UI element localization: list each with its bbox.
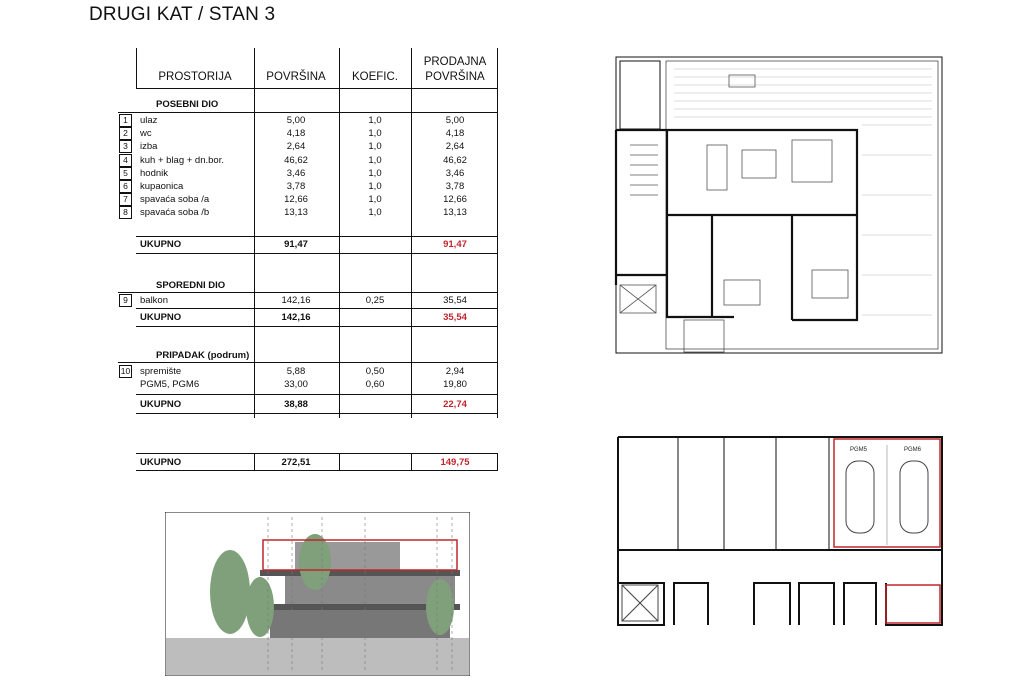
total-row-sporedni [118,311,498,324]
row-coef: 1,0 [368,207,382,219]
total-sale: 22,74 [443,399,467,410]
row-area: 3,46 [286,167,306,179]
ground [166,638,469,675]
divider [136,470,498,471]
parking-label-pgm6: PGM6 [904,447,922,453]
grand-total-row [118,456,498,469]
row-room-name: spavaća soba /a [140,194,210,206]
row-area: 4,18 [286,128,306,140]
header-coef: KOEFIC. [351,70,398,83]
divider [136,413,498,414]
row-sale: 13,13 [443,207,467,219]
row-area: 3,78 [286,181,306,192]
row-area: 5,00 [286,115,306,126]
total-area: 38,88 [284,399,308,410]
row-number: 10 [120,366,131,376]
table-row [118,294,498,307]
row-room-name: hodnik [140,167,168,179]
header-area: POVRŠINA [266,70,326,83]
table-row [118,154,498,167]
grand-total-label: UKUPNO [140,457,182,468]
table-row [118,378,498,391]
total-label: UKUPNO [140,239,182,250]
row-room-name: izba [140,141,158,153]
divider [136,48,137,88]
header-sale-line1: PRODAJNA [423,56,487,69]
table-row [118,167,498,180]
row-number: 6 [119,180,132,193]
floor-plan [612,55,947,355]
table-row [118,365,498,378]
basement-plan [614,435,946,630]
parking-label-pgm5: PGM5 [850,447,868,453]
row-coef: 0,60 [365,379,385,391]
total-area: 91,47 [284,239,308,250]
divider [118,292,498,293]
section-pripadak: PRIPADAK (podrum) [156,350,250,361]
row-coef: 1,0 [368,167,382,179]
total-row-pripadak [118,398,498,411]
total-sale: 35,54 [443,312,467,323]
row-area: 33,00 [284,379,308,391]
row-coef: 1,0 [368,115,382,126]
section-sporedni: SPOREDNI DIO [156,280,226,291]
total-area: 142,16 [281,312,311,323]
furniture [620,75,848,352]
row-sale: 5,00 [445,115,465,126]
row-coef: 0,25 [365,295,385,306]
row-room-name: spavaća soba /b [140,207,210,219]
table-row [118,114,498,127]
table-row [118,140,498,153]
row-coef: 1,0 [368,141,382,153]
row-number: 3 [119,140,132,153]
row-area: 5,88 [286,366,306,377]
total-label: UKUPNO [140,399,182,410]
row-area: 46,62 [284,154,308,166]
page-title: DRUGI KAT / STAN 3 [89,4,276,25]
divider [136,236,498,237]
storage-highlight [886,585,940,623]
table-row [118,206,498,219]
row-sale: 19,80 [443,379,467,391]
elevation-drawing [165,512,470,676]
row-number: 7 [119,193,132,206]
table-header [118,48,498,88]
divider [136,326,498,327]
row-number: 9 [119,294,132,307]
row-coef: 1,0 [368,154,382,166]
row-area: 142,16 [281,295,311,306]
row-room-name: wc [140,128,152,140]
row-sale: 2,64 [445,141,465,153]
row-area: 2,64 [286,141,306,153]
row-sale: 3,78 [445,181,465,192]
bays [678,437,829,550]
row-area: 12,66 [284,194,308,206]
row-room-name: kupaonica [140,181,184,192]
divider [136,394,498,395]
header-sale [412,55,498,84]
row-sale: 4,18 [445,128,465,140]
row-coef: 1,0 [368,194,382,206]
table-row [118,127,498,140]
table-row [118,180,498,193]
total-row-posebni [118,238,498,251]
row-room-name: kuh + blag + dn.bor. [140,154,224,166]
row-coef: 1,0 [368,128,382,140]
divider [136,253,498,254]
basement-walls [618,437,942,625]
row-room-name: PGM5, PGM6 [140,379,200,391]
divider [136,308,498,309]
grand-total-area: 272,51 [281,457,311,468]
header-sale-line2: POVRŠINA [425,70,485,83]
total-label: UKUPNO [140,312,182,323]
walls [616,130,857,320]
divider [118,362,498,363]
row-coef: 1,0 [368,181,382,192]
divider [136,453,498,454]
header-room: PROSTORIJA [158,70,232,83]
table-row [118,193,498,206]
row-coef: 0,50 [365,366,385,377]
row-sale: 35,54 [443,295,467,306]
row-room-name: spremište [140,366,182,377]
row-number: 4 [119,154,132,167]
divider [136,88,498,89]
row-number: 2 [119,127,132,140]
row-area: 13,13 [284,207,308,219]
row-number: 8 [119,206,132,219]
row-sale: 2,94 [445,366,465,377]
row-sale: 12,66 [443,194,467,206]
row-room-name: balkon [140,295,168,306]
total-sale: 91,47 [443,239,467,250]
grand-total-sale: 149,75 [440,457,470,468]
row-sale: 46,62 [443,154,467,166]
row-sale: 3,46 [445,167,465,179]
row-number: 5 [119,167,132,180]
divider [118,112,498,113]
balcony-outline [616,57,942,353]
section-posebni: POSEBNI DIO [156,99,219,110]
row-room-name: ulaz [140,115,158,126]
row-number: 1 [119,114,132,127]
